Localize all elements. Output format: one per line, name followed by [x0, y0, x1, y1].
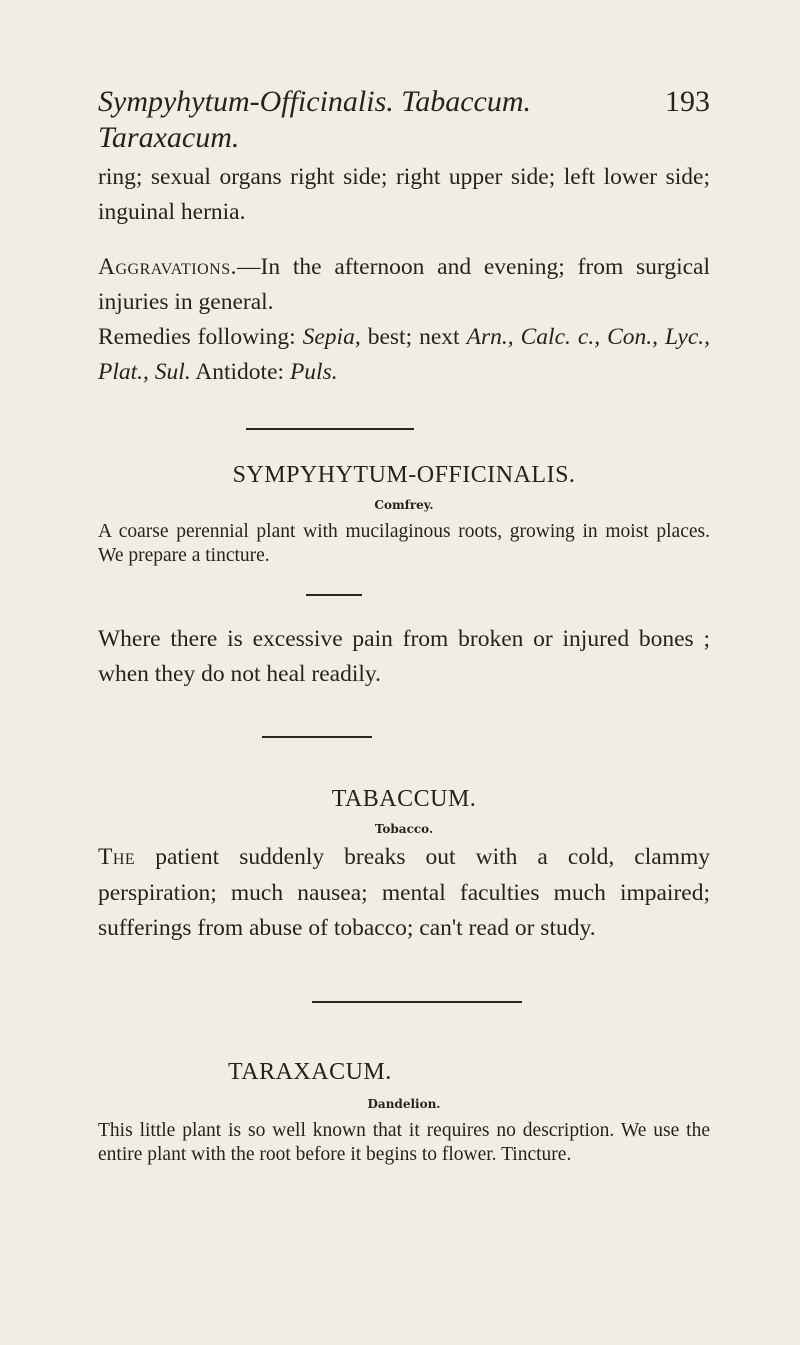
tabaccum-first-word: The — [98, 844, 136, 870]
symphytum-heading: SYMPYHYTUM-OFFICINALIS. — [232, 462, 576, 488]
remedies-best: Sepia, — [302, 324, 361, 350]
tabaccum-heading: TABACCUM. — [331, 786, 477, 812]
symphytum-description: A coarse perennial plant with mucilaginous roots, growing in moist places. We prepare a tincture. — [98, 521, 710, 566]
tabaccum-paragraph — [98, 840, 710, 947]
running-head-title: Sympyhytum-Officinalis. Tabaccum. Taraxacum. — [98, 85, 531, 154]
antidote-value: Puls. — [289, 359, 338, 385]
symphytum-common-name: Comfrey. — [374, 498, 434, 512]
tabaccum-text: patient suddenly breaks out with a cold, clammy perspiration; much nausea; mental faculties much impaired; sufferings from abuse of tobacco; can't read or study. — [98, 844, 710, 941]
remedies-paragraph — [98, 320, 710, 390]
symphytum-indication: Where there is excessive pain from broken or injured bones ; when they do not heal readily. — [98, 626, 710, 687]
running-head — [98, 84, 710, 156]
page-number: 193 — [665, 85, 710, 118]
remedies-lead: Remedies following: — [98, 324, 296, 350]
taraxacum-common-name: Dandelion. — [367, 1096, 441, 1111]
taraxacum-description: This little plant is so well known that it requires no description. We use the entire plant with the root before it begins to flower. Tincture. — [98, 1119, 710, 1165]
taraxacum-heading: TARAXACUM. — [228, 1058, 392, 1085]
book-page — [98, 84, 710, 1167]
aggravations-label: Aggravations. — [98, 254, 238, 280]
antidote-label: Antidote: — [190, 359, 285, 385]
aggravations-text: —In the afternoon and evening; from surgical injuries in general. — [98, 254, 710, 315]
continuation-paragraph: ring; sexual organs right side; right upper side; left lower side; inguinal hernia. — [98, 164, 710, 225]
aggravations-paragraph — [98, 250, 710, 320]
tabaccum-common-name: Tobacco. — [374, 822, 434, 836]
remedies-best-suffix: best; next — [360, 324, 467, 350]
remedies-list: Arn., Calc. c., Con., Lyc., Plat., Sul. — [98, 324, 711, 385]
